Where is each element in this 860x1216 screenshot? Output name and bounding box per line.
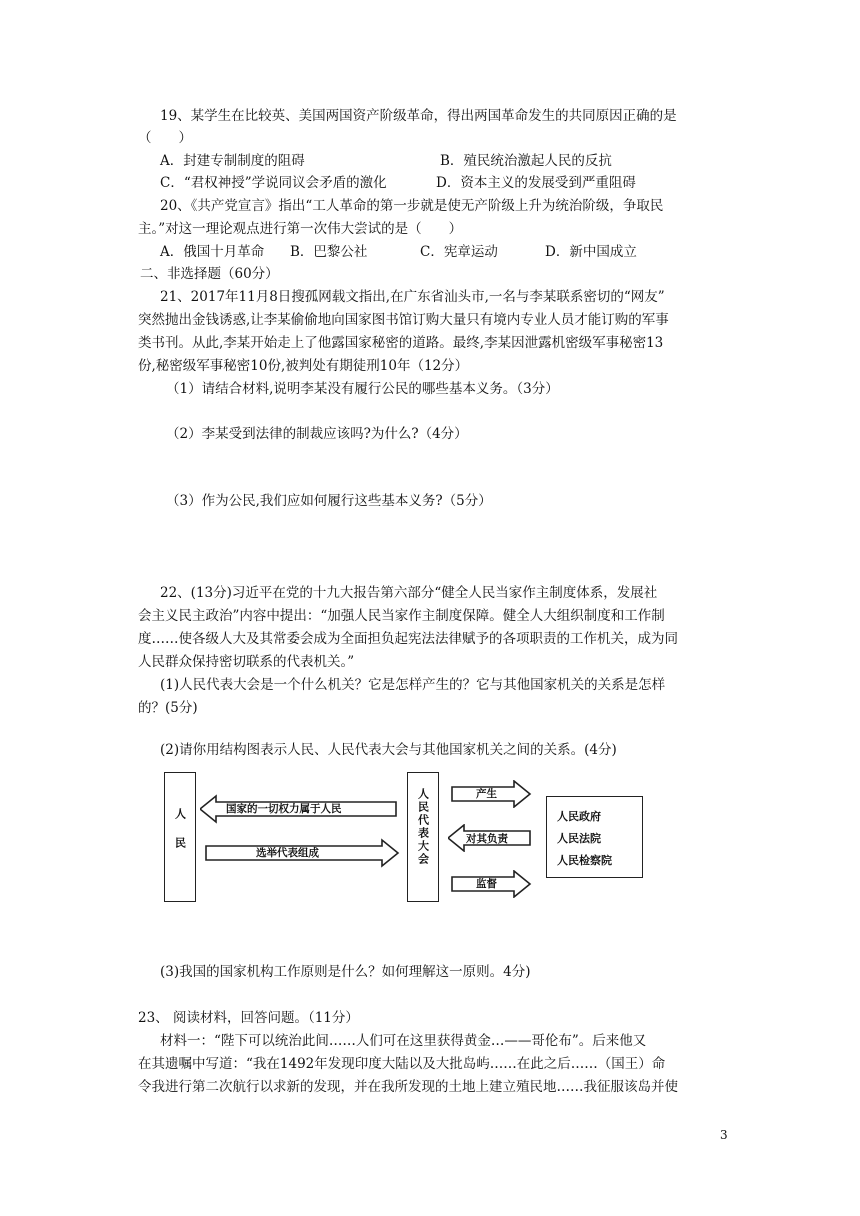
section-heading: 二、非选择题（60分） — [140, 266, 279, 282]
q20-option-b: B．巴黎公社 — [290, 244, 368, 260]
org-procuratorate: 人民检察院 — [557, 854, 612, 867]
org-government: 人民政府 — [557, 810, 601, 823]
q23-line-2: 在其遗嘱中写道：“我在1492年发现印度大陆以及大批岛屿……在此之后……（国王）命 — [138, 1056, 666, 1072]
q21-line-4: 份,秘密级军事秘密10份,被判处有期徒刑10年（12分） — [138, 358, 469, 374]
q22-sub-2: (2)请你用结构图表示人民、人民代表大会与其他国家机关之间的关系。(4分) — [160, 742, 617, 758]
q22-line-2: 会主义民主政治”内容中提出：“加强人民当家作主制度保障。健全人大组织制度和工作制 — [138, 608, 665, 624]
q22-line-3: 度……使各级人大及其常委会成为全面担负起宪法法律赋予的各项职责的工作机关，成为同 — [138, 631, 678, 647]
q19-answer-paren: （ ） — [138, 130, 192, 146]
page-number: 3 — [720, 1128, 728, 1142]
q22-sub-3: (3)我国的国家机构工作原则是什么？如何理解这一原则。4分) — [160, 964, 531, 980]
q19-option-c: C．“君权神授”学说同议会矛盾的激化 — [160, 175, 387, 191]
q22-sub-1-b: 的？(5分) — [138, 700, 198, 716]
q20-line-1: 20、《共产党宣言》指出“工人革命的第一步就是使无产阶级上升为统治阶级，争取民 — [160, 198, 664, 214]
arrow-responsible-label: 对其负责 — [466, 833, 508, 845]
q22-line-1: 22、(13分)习近平在党的十九大报告第六部分“健全人民当家作主制度体系，发展社 — [160, 585, 658, 601]
q20-line-2: 主。”对这一理论观点进行第一次伟大尝试的是（ ） — [138, 221, 463, 237]
q21-line-1: 21、2017年11月8日搜孤网载文指出,在广东省汕头市,一名与李某联系密切的“网友” — [160, 289, 665, 305]
q21-sub-2: （2）李某受到法律的制裁应该吗?为什么?（4分） — [166, 426, 468, 442]
structure-diagram — [160, 768, 650, 906]
q20-option-c: C．宪章运动 — [420, 244, 498, 260]
q20-option-d: D．新中国成立 — [545, 244, 637, 260]
q19-option-a: A．封建专制制度的阻碍 — [160, 153, 305, 169]
q23-title: 23、 阅读材料，回答问题。（11分） — [138, 1010, 359, 1026]
arrow-elect-label: 选举代表组成 — [256, 847, 319, 859]
npc-label-text: 人民代表大会 — [416, 788, 430, 866]
q22-line-4: 人民群众保持密切联系的代表机关。” — [138, 654, 355, 670]
q21-line-2: 突然抛出金钱诱惑,让李某偷偷地向国家图书馆订购大量只有境内专业人员才能订购的军事 — [138, 312, 669, 328]
q21-sub-3: （3）作为公民,我们应如何履行这些基本义务?（5分） — [166, 493, 492, 509]
org-court: 人民法院 — [557, 832, 601, 845]
people-label — [170, 808, 190, 870]
arrow-produce-label: 产生 — [476, 788, 497, 800]
arrow-power-label: 国家的一切权力属于人民 — [226, 803, 342, 815]
q21-line-3: 类书刊。从此,李某开始走上了他露国家秘密的道路。最终,李某因泄露机密级军事秘密13 — [138, 335, 664, 351]
people-label-text: 人民 — [173, 808, 187, 866]
npc-label — [413, 788, 433, 870]
q20-option-a: A．俄国十月革命 — [160, 244, 265, 260]
q19-option-b: B．殖民统治激起人民的反抗 — [440, 153, 612, 169]
q21-sub-1: （1）请结合材料,说明李某没有履行公民的哪些基本义务。（3分） — [166, 381, 559, 397]
q23-line-1: 材料一：“陛下可以统治此间……人们可在这里获得黄金…——哥伦布”。后来他又 — [160, 1033, 647, 1049]
q22-sub-1-a: (1)人民代表大会是一个什么机关？它是怎样产生的？它与其他国家机关的关系是怎样 — [160, 677, 666, 693]
q23-line-3: 令我进行第二次航行以求新的发现，并在我所发现的土地上建立殖民地……我征服该岛并使 — [138, 1079, 678, 1095]
q19-option-d: D．资本主义的发展受到严重阻碍 — [436, 175, 636, 191]
q19-stem: 19、某学生在比较英、美国两国资产阶级革命，得出两国革命发生的共同原因正确的是 — [160, 108, 677, 124]
arrow-supervise-label: 监督 — [476, 878, 497, 890]
